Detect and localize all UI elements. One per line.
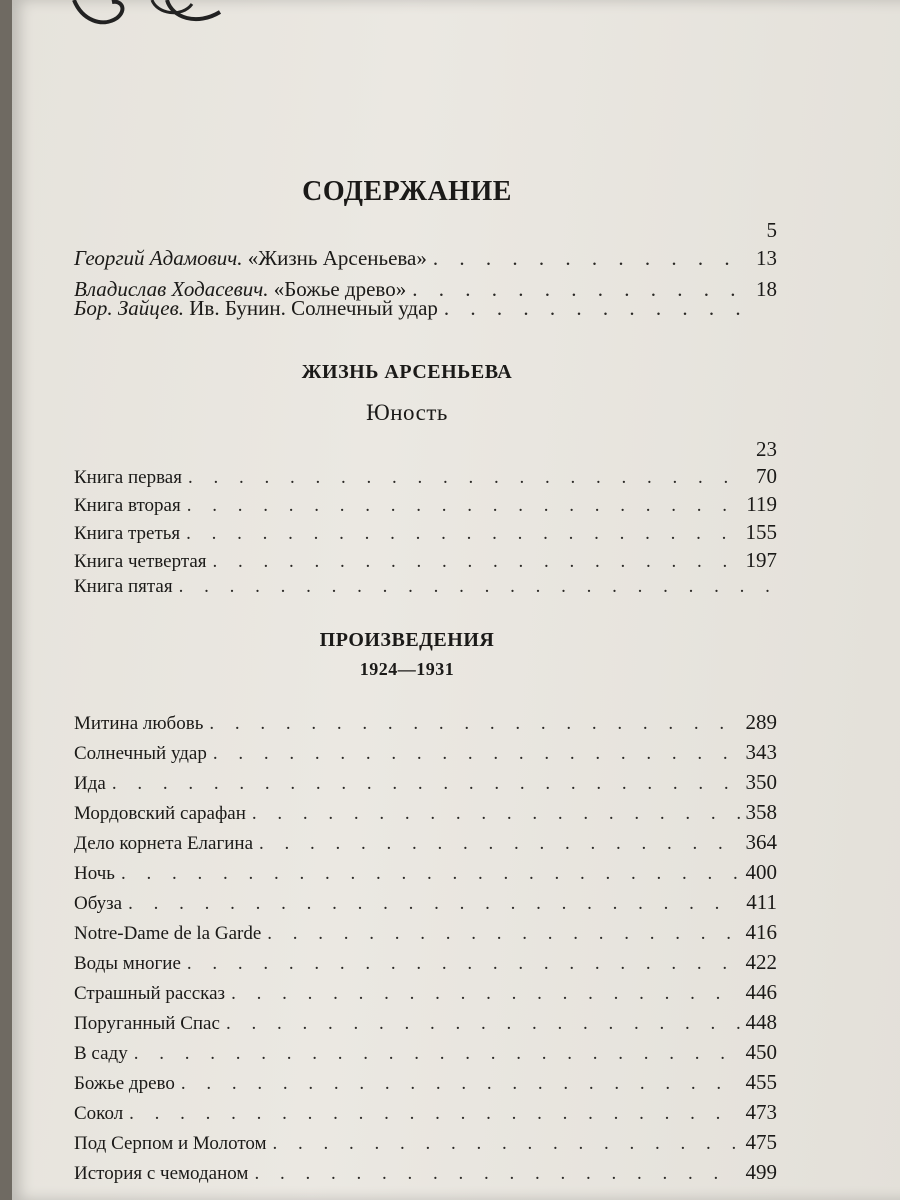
entry-title: Под Серпом и Молотом [74, 1133, 267, 1154]
entry-page: 13 [756, 246, 777, 270]
entry-title: Книга вторая [74, 495, 181, 516]
entry-page: 422 [745, 950, 777, 974]
toc-entry [74, 1040, 777, 1070]
contents-title: СОДЕРЖАНИЕ [302, 176, 512, 207]
entry-title: Солнечный удар [74, 743, 207, 764]
leader-dots [187, 953, 740, 975]
section1-first-page: 23 [756, 437, 777, 461]
toc-entry [74, 520, 777, 550]
leader-dots [231, 983, 739, 1005]
toc-entry [74, 1130, 777, 1160]
leader-dots [134, 1043, 740, 1065]
toc-entry [74, 860, 777, 890]
entry-title: Книга четвертая [74, 551, 207, 572]
toc-entry [74, 950, 777, 980]
entry-page: 450 [745, 1040, 777, 1064]
entry-title: История с чемоданом [74, 1163, 249, 1184]
toc-entry [74, 980, 777, 1010]
leader-dots [128, 893, 740, 915]
entry-title: Обуза [74, 893, 123, 914]
leader-dots [259, 833, 739, 855]
toc-entry [74, 770, 777, 800]
entry-page: 446 [745, 980, 777, 1004]
entry-author: Владислав Ходасевич. [74, 277, 269, 301]
entry-title: Мордовский сарафан [74, 803, 246, 824]
entry-page: 499 [745, 1160, 777, 1184]
entry-work: Ив. Бунин. Солнечный удар [189, 296, 438, 320]
entry-page: 473 [745, 1100, 777, 1124]
toc-entry [74, 890, 777, 920]
leader-dots [252, 803, 740, 825]
decorative-ornament-icon [72, 0, 222, 40]
entry-author: Бор. Зайцев. [74, 296, 184, 320]
entry-page: 364 [745, 830, 777, 854]
entry-page: 119 [746, 492, 777, 516]
entry-page: 448 [745, 1010, 777, 1034]
toc-entry [74, 576, 777, 606]
leader-dots [186, 523, 739, 545]
leader-dots [273, 1133, 740, 1155]
entry-title: Ида [74, 773, 106, 794]
entry-page: 343 [745, 740, 777, 764]
leader-dots [444, 296, 758, 321]
entry-title: Воды многие [74, 953, 181, 974]
entry-page: 411 [746, 890, 777, 914]
leader-dots [433, 246, 750, 271]
entry-page: 155 [745, 520, 777, 544]
toc-entry [74, 830, 777, 860]
entry-page: 350 [745, 770, 777, 794]
leader-dots [179, 576, 771, 598]
leader-dots [181, 1073, 740, 1095]
entry-title: Ночь [74, 863, 115, 884]
entry-page: 70 [756, 464, 777, 488]
entry-page: 475 [745, 1130, 777, 1154]
book-page [12, 0, 900, 1200]
entry-title: Сокол [74, 1103, 124, 1124]
leader-dots [209, 713, 739, 735]
entry-page: 197 [745, 548, 777, 572]
entry-page: 416 [745, 920, 777, 944]
entry-page: 18 [756, 277, 777, 301]
toc-entry-intro-3 [74, 296, 764, 326]
entry-title: Страшный рассказ [74, 983, 226, 1004]
intro-first-page: 5 [766, 218, 777, 242]
section-subtitle-years: 1924—1931 [359, 659, 455, 679]
toc-entry [74, 1100, 777, 1130]
entry-title: Божье древо [74, 1073, 175, 1094]
entry-title: Книга первая [74, 467, 182, 488]
section-title-works: ПРОИЗВЕДЕНИЯ [319, 629, 495, 651]
toc-entry [74, 492, 777, 522]
entry-page: 289 [745, 710, 777, 734]
entry-title: Митина любовь [74, 713, 204, 734]
toc-entry [74, 464, 777, 494]
leader-dots [267, 923, 739, 945]
leader-dots [213, 551, 740, 573]
toc-entry [74, 800, 777, 830]
entry-page: 455 [745, 1070, 777, 1094]
entry-title: Дело корнета Елагина [74, 833, 254, 854]
leader-dots [226, 1013, 740, 1035]
toc-entry [74, 1160, 777, 1190]
entry-title: Notre-Dame de la Garde [74, 923, 262, 944]
toc-entry [74, 710, 777, 740]
entry-title: Поруганный Спас [74, 1013, 220, 1034]
section-subtitle-youth: Юность [366, 400, 448, 425]
leader-dots [213, 743, 740, 765]
entry-work: «Божье древо» [273, 277, 407, 301]
entry-author: Георгий Адамович. [74, 246, 243, 270]
leader-dots [112, 773, 740, 795]
leader-dots [121, 863, 740, 885]
entry-title: В саду [74, 1043, 128, 1064]
entry-page: 358 [745, 800, 777, 824]
leader-dots [187, 495, 741, 517]
toc-entry [74, 1070, 777, 1100]
toc-entry [74, 740, 777, 770]
leader-dots [254, 1163, 739, 1185]
entry-title: Книга третья [74, 523, 181, 544]
entry-page: 400 [745, 860, 777, 884]
toc-entry [74, 920, 777, 950]
leader-dots [188, 467, 750, 489]
entry-title: Книга пятая [74, 576, 173, 597]
toc-entry [74, 548, 777, 578]
toc-entry-intro-1 [74, 246, 777, 276]
leader-dots [129, 1103, 739, 1125]
entry-work: «Жизнь Арсеньева» [247, 246, 427, 270]
toc-entry [74, 1010, 777, 1040]
section-title-arsenyev: ЖИЗНЬ АРСЕНЬЕВА [301, 361, 513, 383]
